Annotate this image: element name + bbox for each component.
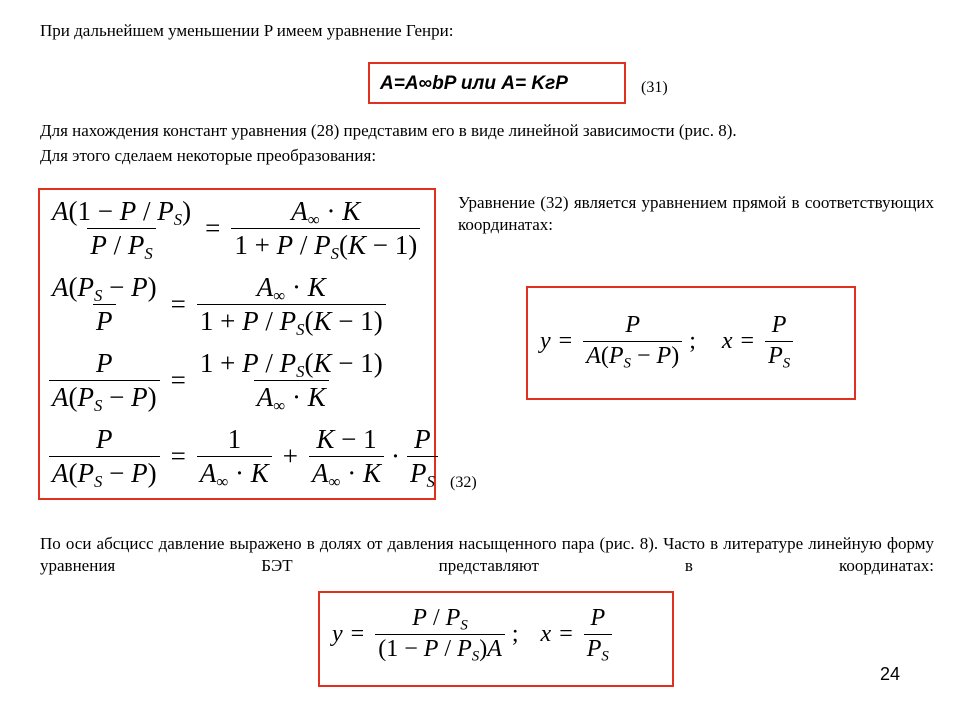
derivation-step-3: $\frac{P}{A(P_S - P)}$ = $\frac{1 + P / P_S(K - 1)}{A_\infty \cdot K}$ <box>46 348 389 413</box>
paragraph-bet: По оси абсцисс давление выражено в долях от давления насыщенного пара (рис. 8). Часто в литературе линейную форму уравнения БЭТ представляют в координатах: <box>40 534 934 575</box>
page-number: 24 <box>880 664 901 684</box>
bet-coordinates-formula: y = $\frac{P / P_S}{(1 - P / P_S)A}$ ; x = $\frac{P}{P_S}$ <box>332 605 615 663</box>
paragraph-line: Для нахождения констант уравнения (28) представим его в виде линейной зависимости (рис. 8). <box>40 121 737 140</box>
derivation-step-4: $\frac{P}{A(P_S - P)}$ = $\frac{1}{A_\infty \cdot K}$ + $\frac{K - 1}{A_\infty \cdot K}$ · $\frac{P}{P_S}$ <box>46 424 441 489</box>
equation-label-31: (31) <box>641 79 668 96</box>
derivation-step-1: $\frac{A(1 - P / P_S)}{P / P_S}$ = $\frac{A_\infty \cdot K}{1 + P / P_S(K - 1)}$ <box>46 196 423 261</box>
coordinates-formula: y = $\frac{P}{A(P_S - P)}$ ; x = $\frac{P}{P_S}$ <box>540 312 796 370</box>
right-note: Уравнение (32) является уравнением прямой в соответствующих координатах: <box>458 193 934 234</box>
derivation-step-2: $\frac{A(P_S - P)}{P}$ = $\frac{A_\infty \cdot K}{1 + P / P_S(K - 1)}$ <box>46 272 389 337</box>
paragraph-line: Для этого сделаем некоторые преобразования: <box>40 146 377 165</box>
equation-label-32: (32) <box>450 474 477 491</box>
henry-equation: A=A∞bP или A= KгP <box>380 73 568 94</box>
henry-equation-box <box>368 62 626 104</box>
derivation-box <box>38 188 436 500</box>
coordinates-box <box>526 286 856 400</box>
intro-line: При дальнейшем уменьшении P имеем уравнение Генри: <box>40 21 454 40</box>
bet-coordinates-box <box>318 591 674 687</box>
